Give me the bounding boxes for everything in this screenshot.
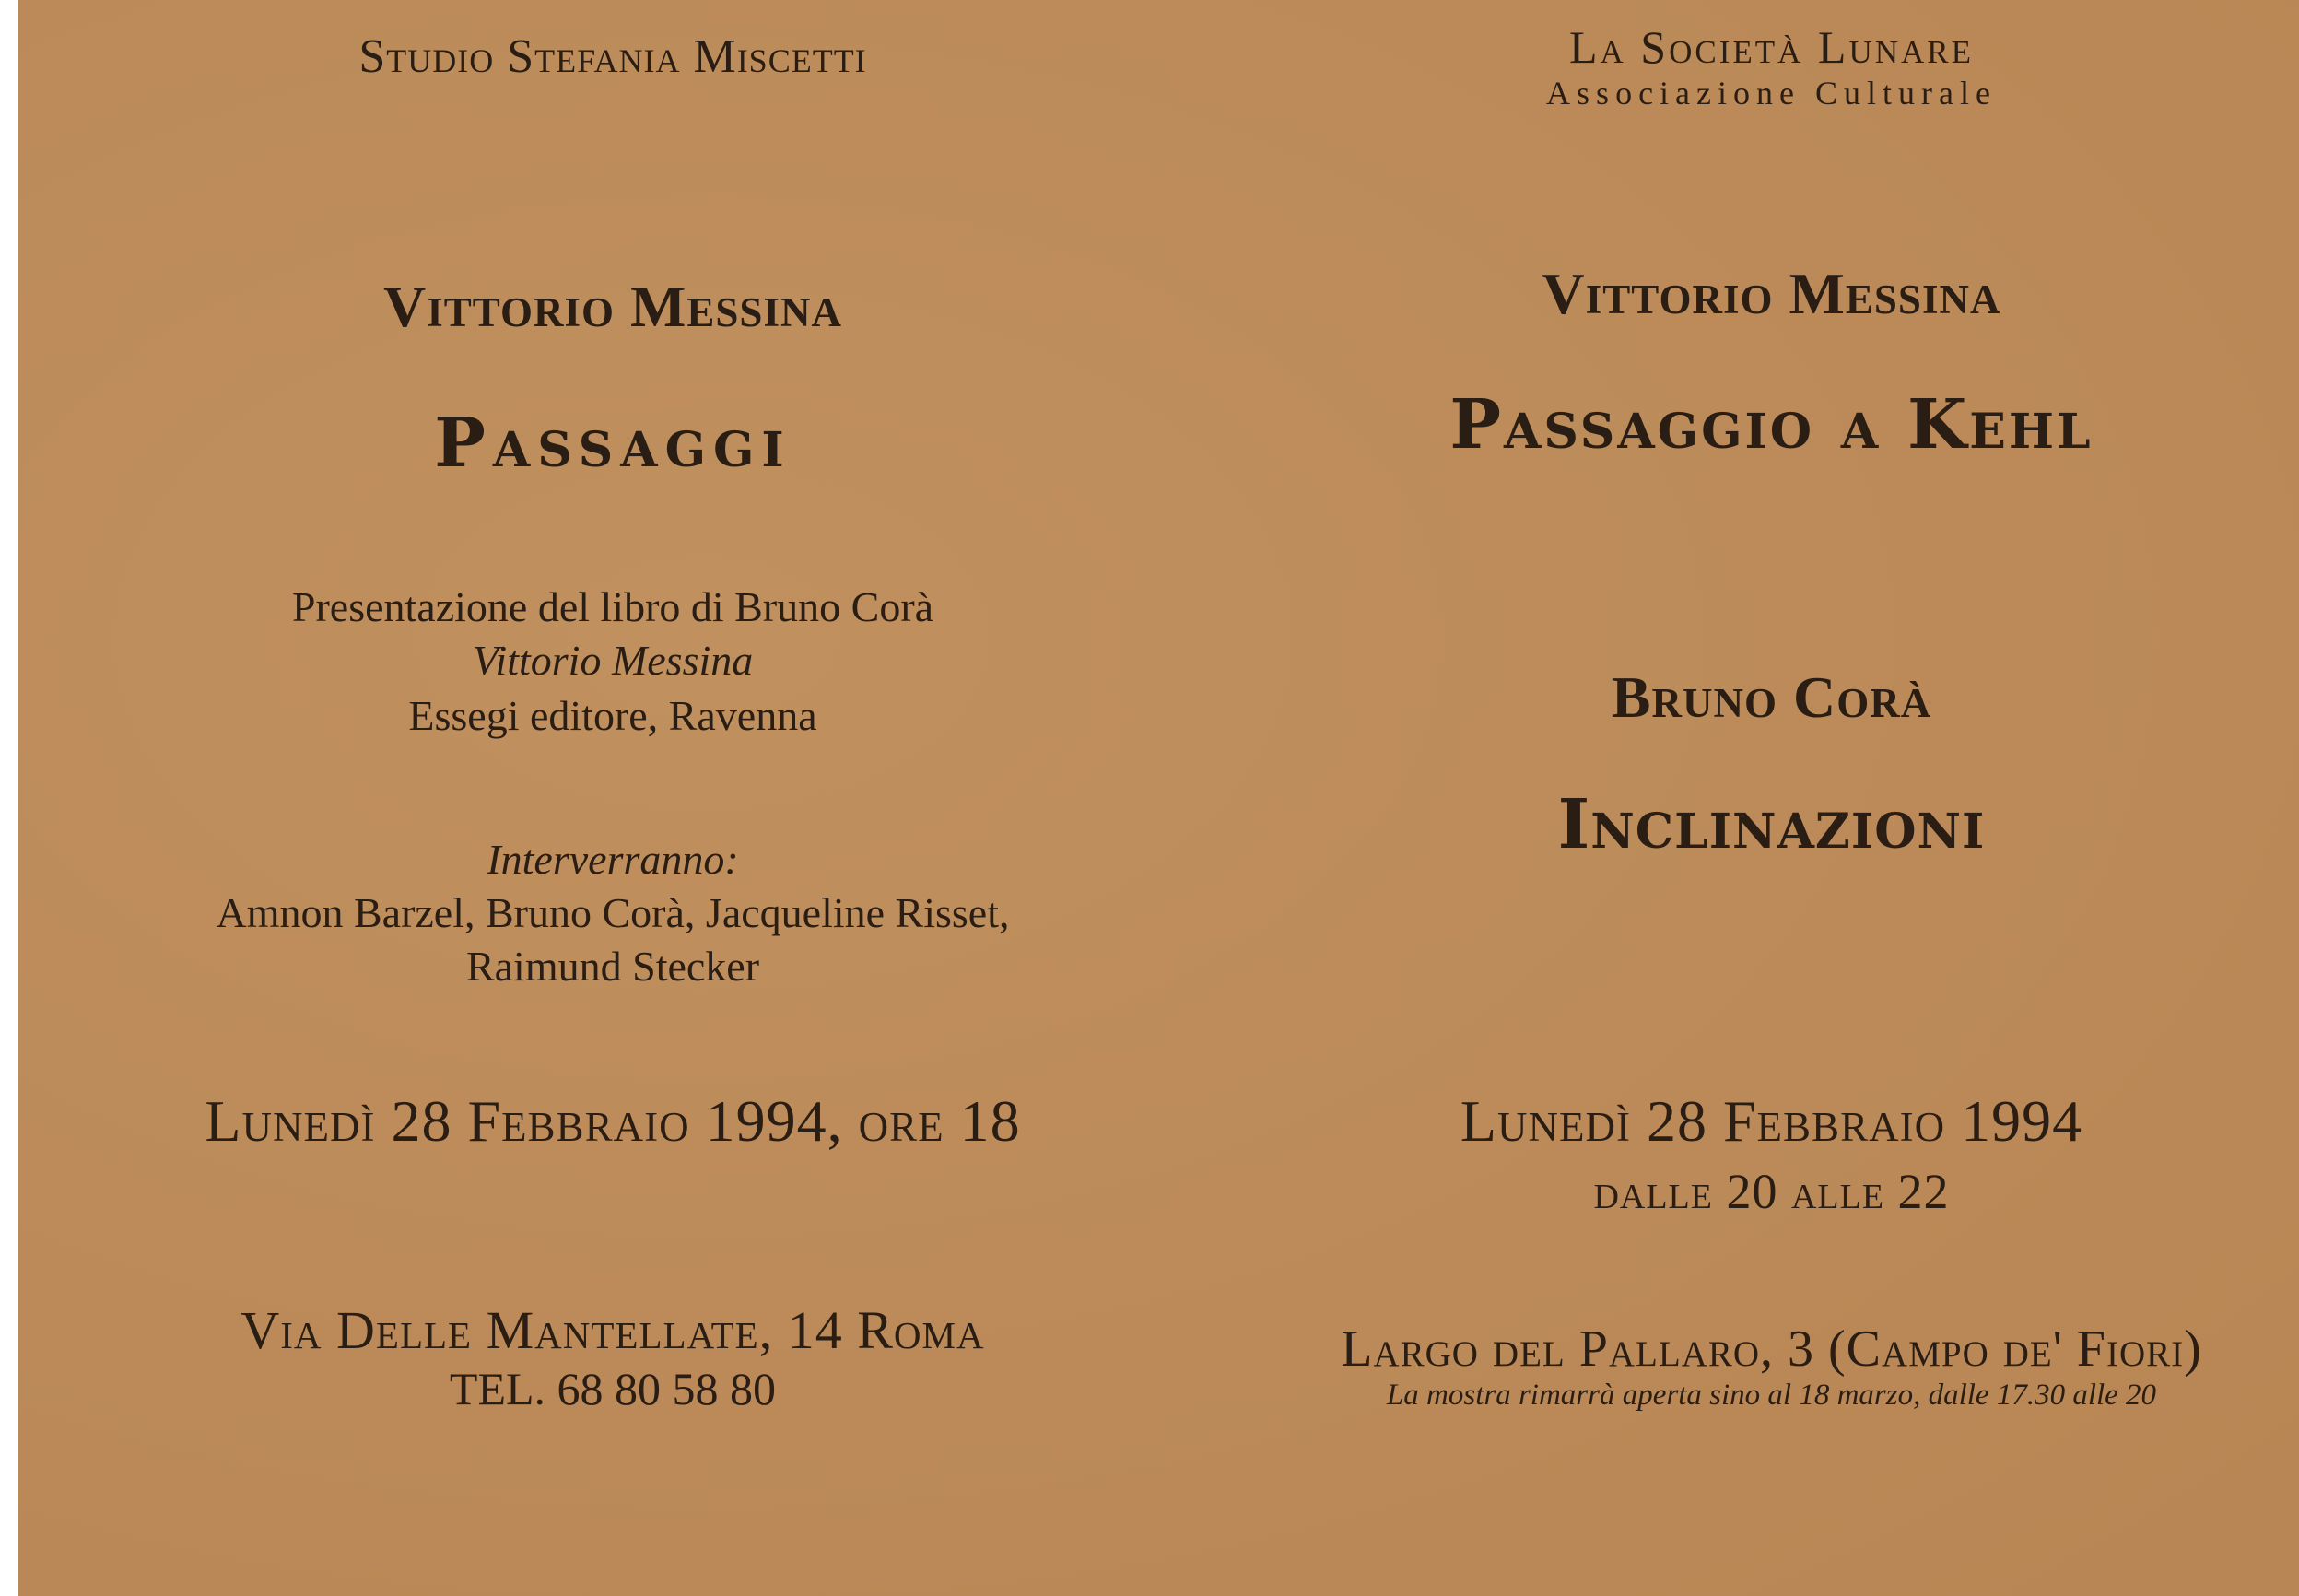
invitation-card [18,0,2299,1596]
book-title: Vittorio Messina [472,637,754,684]
event-date: Lunedì 28 Febbraio 1994 [1460,1088,2083,1154]
event-date: Lunedì 28 Febbraio 1994, ore 18 [205,1088,1021,1154]
organizer-name: La Società Lunare [1568,21,1975,73]
publisher: Essegi editore, Ravenna [408,692,817,739]
event-hours: dalle 20 alle 22 [1593,1164,1950,1219]
artist-name: Vittorio Messina [383,274,842,339]
artist-name: Vittorio Messina [1542,261,2001,326]
exhibition-note: La mostra rimarrà aperta sino al 18 marzo, dalle 17.30 alle 20 [1386,1379,2157,1412]
organizer-subtitle: Associazione Culturale [1546,75,1997,111]
speakers-intro: Interverranno: [487,836,739,883]
second-exhibition-title: Inclinazioni [1557,785,1986,864]
exhibition-title: Passaggio a Kehl [1449,385,2094,464]
address: Via Delle Mantellate, 14 Roma [240,1300,985,1360]
speakers-list-cont: Raimund Stecker [465,943,760,990]
studio-name: Studio Stefania Miscetti [358,30,867,83]
right-panel [1207,0,2299,1596]
second-artist-name: Bruno Corà [1611,664,1932,730]
address: Largo del Pallaro, 3 (Campo de' Fiori) [1341,1320,2202,1378]
phone-number: TEL. 68 80 58 80 [449,1363,777,1414]
left-panel [18,0,1207,1596]
presentation-line: Presentazione del libro di Bruno Corà [291,583,934,630]
exhibition-title: Passaggi [434,404,792,483]
speakers-list: Amnon Barzel, Bruno Corà, Jacqueline Risset, [216,889,1010,936]
